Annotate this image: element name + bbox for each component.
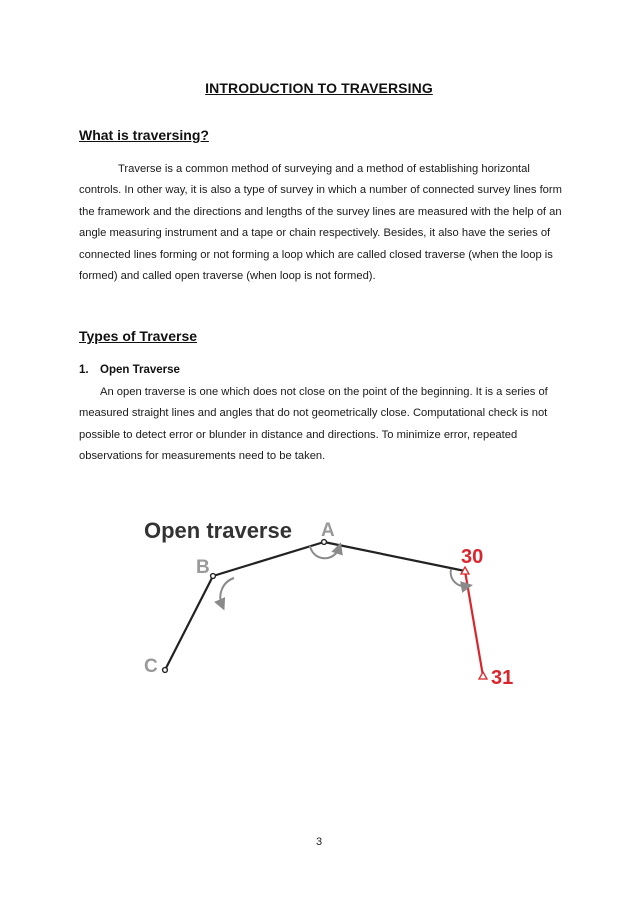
traverse-line-30-31 <box>465 571 483 676</box>
subheading-label: Open Traverse <box>100 364 180 376</box>
point-b-marker <box>211 574 216 579</box>
point-label-30: 30 <box>461 546 484 568</box>
point-label-b: B <box>196 557 210 578</box>
page-number: 3 <box>315 836 323 848</box>
section-heading-what-is-traversing: What is traversing? <box>79 127 209 143</box>
intro-paragraph: Traverse is a common method of surveying and a method of establishing horizontal controls. In other way, it is also a type of survey in which a number of connected survey lines form the framework and the directions and lengths of the survey lines are measured with the help of an angle measuring instrument and a tape or chain respectively. Besides, it also have the series of connected lines forming or not forming a loop which are called closed traverse (when the loop is formed) and called open traverse (when loop is not formed). <box>79 163 562 283</box>
open-traverse-figure <box>138 508 528 688</box>
point-31-marker <box>479 672 487 679</box>
figure-title: Open traverse <box>144 518 292 543</box>
point-c-marker <box>163 668 168 673</box>
section-heading-types-of-traverse: Types of Traverse <box>79 328 198 344</box>
page-title: INTRODUCTION TO TRAVERSING <box>205 80 433 96</box>
list-number: 1. <box>79 364 89 376</box>
open-traverse-paragraph: An open traverse is one which does not close on the point of the beginning. It is a series of measured straight lines and angles that do not geometrically close. Computational check is not possible to detect error or blunder in distance and directions. To minimize error, repeated observations for measurements need to be taken. <box>79 386 548 463</box>
point-label-c: C <box>144 656 158 677</box>
traverse-line-c-b <box>165 576 213 670</box>
point-label-a: A <box>321 520 335 541</box>
point-label-31: 31 <box>491 667 514 688</box>
open-traverse-diagram <box>138 508 528 688</box>
subheading-open-traverse <box>79 364 180 376</box>
angle-arc-a <box>310 546 339 558</box>
angle-arc-b <box>220 578 234 605</box>
traverse-line-b-a <box>213 542 324 576</box>
traverse-line-a-30 <box>324 542 465 571</box>
